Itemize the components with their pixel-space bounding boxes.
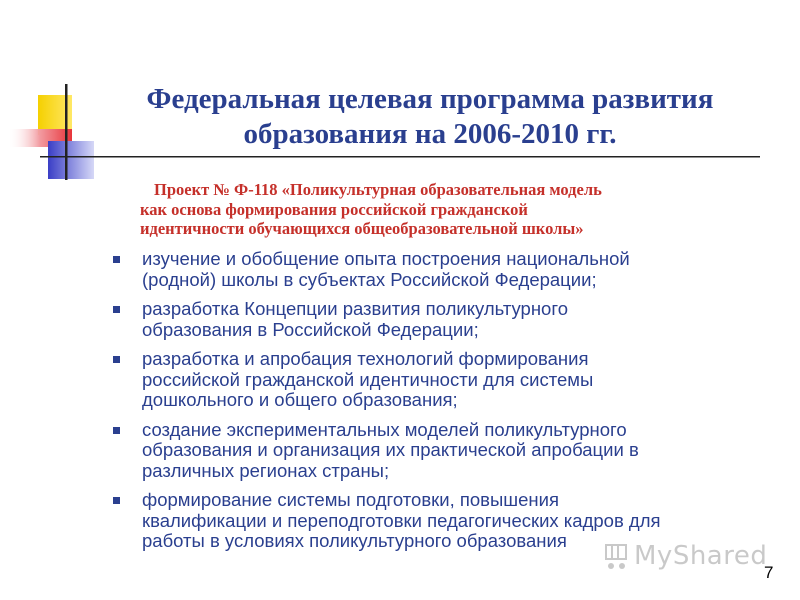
bullet-line: квалификации и переподготовки педагогических кадров для [142, 509, 661, 531]
page-number: 7 [764, 563, 774, 582]
project-line: как основа формирования российской гражданской [140, 199, 528, 219]
bullet-line: российской гражданской идентичности для системы [142, 368, 594, 390]
watermark [604, 536, 767, 576]
bullet-line: изучение и обобщение опыта построения национальной [142, 248, 630, 269]
bullet-line: разработка Концепции развития поликультурного [142, 298, 568, 319]
title-line: образования на 2006-2010 гг. [243, 118, 617, 150]
bullet-line: различных регионах страны; [142, 459, 390, 481]
bullet-item [110, 249, 780, 290]
slide-title [100, 82, 760, 152]
square-bullet-icon [113, 306, 120, 313]
square-bullet-icon [113, 256, 120, 263]
bullet-line: работы в условиях поликультурного образования [142, 530, 567, 551]
project-line: идентичности обучающихся общеобразовательной школы» [140, 219, 584, 238]
square-bullet-icon [113, 356, 120, 363]
deco-vertical-line [65, 84, 68, 180]
bullet-item [110, 420, 780, 482]
bullet-line: образования в Российской Федерации; [142, 318, 479, 340]
deco-horizontal-line [40, 156, 760, 158]
deco-blue-square [48, 141, 94, 179]
bullet-line: дошкольного и общего образования; [142, 389, 458, 410]
watermark-text: MyShared [634, 541, 768, 571]
title-line: Федеральная целевая программа развития [146, 83, 714, 115]
bullet-line: образования и организация их практической апробации в [142, 439, 639, 460]
project-line: Проект № Ф-118 «Поликультурная образовательная модель [154, 180, 602, 199]
square-bullet-icon [113, 427, 120, 434]
bullet-line: (родной) школы в субъектах Российской Федерации; [142, 268, 597, 290]
bullet-line: создание экспериментальных моделей поликультурного [142, 418, 627, 440]
bullet-item [110, 349, 780, 411]
cart-logo-icon [604, 541, 628, 571]
bullet-line: формирование системы подготовки, повышения [142, 489, 559, 510]
bullet-item [110, 299, 780, 340]
bullet-list [110, 249, 780, 561]
bullet-line: разработка и апробация технологий формирования [142, 348, 589, 369]
project-heading [140, 180, 780, 239]
square-bullet-icon [113, 497, 120, 504]
